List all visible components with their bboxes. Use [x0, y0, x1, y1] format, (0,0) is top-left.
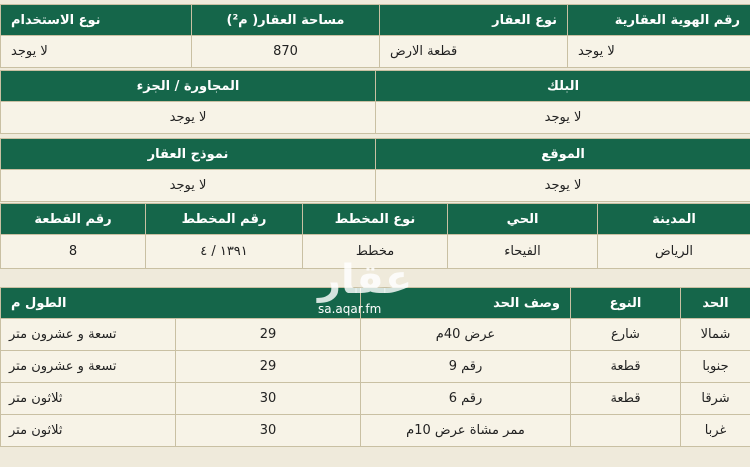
- table-row: [1, 415, 750, 447]
- value-plan-number: ١٣٩١ / ٤: [146, 235, 303, 269]
- header-property-id: رقم الهوية العقارية: [568, 5, 750, 36]
- block-table: [0, 70, 750, 134]
- value-property-id: لا يوجد: [568, 36, 750, 68]
- value-district: الفيحاء: [448, 235, 598, 269]
- header-property-area: مساحة العقار( م²): [192, 5, 380, 36]
- header-boundary-type: النوع: [571, 288, 681, 319]
- boundary-desc: رقم 6: [361, 383, 571, 415]
- boundary-length: 30: [176, 415, 361, 447]
- value-plan-type: مخطط: [303, 235, 448, 269]
- boundary-length-words: ثلاثون متر: [1, 383, 176, 415]
- boundary-side: شرقا: [681, 383, 750, 415]
- header-location: الموقع: [376, 139, 750, 170]
- header-block: البلك: [376, 71, 750, 102]
- boundary-length-words: تسعة و عشرون متر: [1, 351, 176, 383]
- boundary-type: قطعة: [571, 351, 681, 383]
- header-plot-number: رقم القطعة: [1, 204, 146, 235]
- header-district: الحي: [448, 204, 598, 235]
- value-city: الرياض: [598, 235, 750, 269]
- value-block: لا يوجد: [376, 102, 750, 134]
- header-city: المدينة: [598, 204, 750, 235]
- location-table: [0, 138, 750, 202]
- value-usage-type: لا يوجد: [1, 36, 192, 68]
- header-boundary-desc: وصف الحد: [361, 288, 571, 319]
- boundary-length: 29: [176, 319, 361, 351]
- header-property-model: نموذج العقار: [1, 139, 376, 170]
- value-neighborhood-part: لا يوجد: [1, 102, 376, 134]
- table-row: [1, 319, 750, 351]
- header-plan-type: نوع المخطط: [303, 204, 448, 235]
- boundary-type: [571, 415, 681, 447]
- value-location: لا يوجد: [376, 170, 750, 202]
- value-property-type: قطعة الارض: [380, 36, 568, 68]
- boundary-length-words: تسعة و عشرون متر: [1, 319, 176, 351]
- boundary-type: شارع: [571, 319, 681, 351]
- boundary-side: غربا: [681, 415, 750, 447]
- value-property-model: لا يوجد: [1, 170, 376, 202]
- header-usage-type: نوع الاستخدام: [1, 5, 192, 36]
- boundary-desc: عرض 40م: [361, 319, 571, 351]
- property-info-table: [0, 4, 750, 68]
- boundary-length-words: ثلاثون متر: [1, 415, 176, 447]
- boundary-type: قطعة: [571, 383, 681, 415]
- value-plot-number: 8: [1, 235, 146, 269]
- header-side: الحد: [681, 288, 750, 319]
- header-length: الطول م: [1, 288, 361, 319]
- watermark-url: sa.aqar.fm: [318, 302, 382, 316]
- boundary-length: 30: [176, 383, 361, 415]
- header-property-type: نوع العقار: [380, 5, 568, 36]
- boundaries-table: [0, 287, 750, 447]
- table-row: [1, 351, 750, 383]
- boundary-length: 29: [176, 351, 361, 383]
- table-row: [1, 383, 750, 415]
- header-plan-number: رقم المخطط: [146, 204, 303, 235]
- boundary-desc: ممر مشاة عرض 10م: [361, 415, 571, 447]
- boundary-side: جنوبا: [681, 351, 750, 383]
- watermark-logo: عقار: [318, 257, 413, 303]
- header-neighborhood-part: المجاورة / الجزء: [1, 71, 376, 102]
- value-property-area: 870: [192, 36, 380, 68]
- boundary-side: شمالا: [681, 319, 750, 351]
- boundary-desc: رقم 9: [361, 351, 571, 383]
- plan-table: [0, 203, 750, 269]
